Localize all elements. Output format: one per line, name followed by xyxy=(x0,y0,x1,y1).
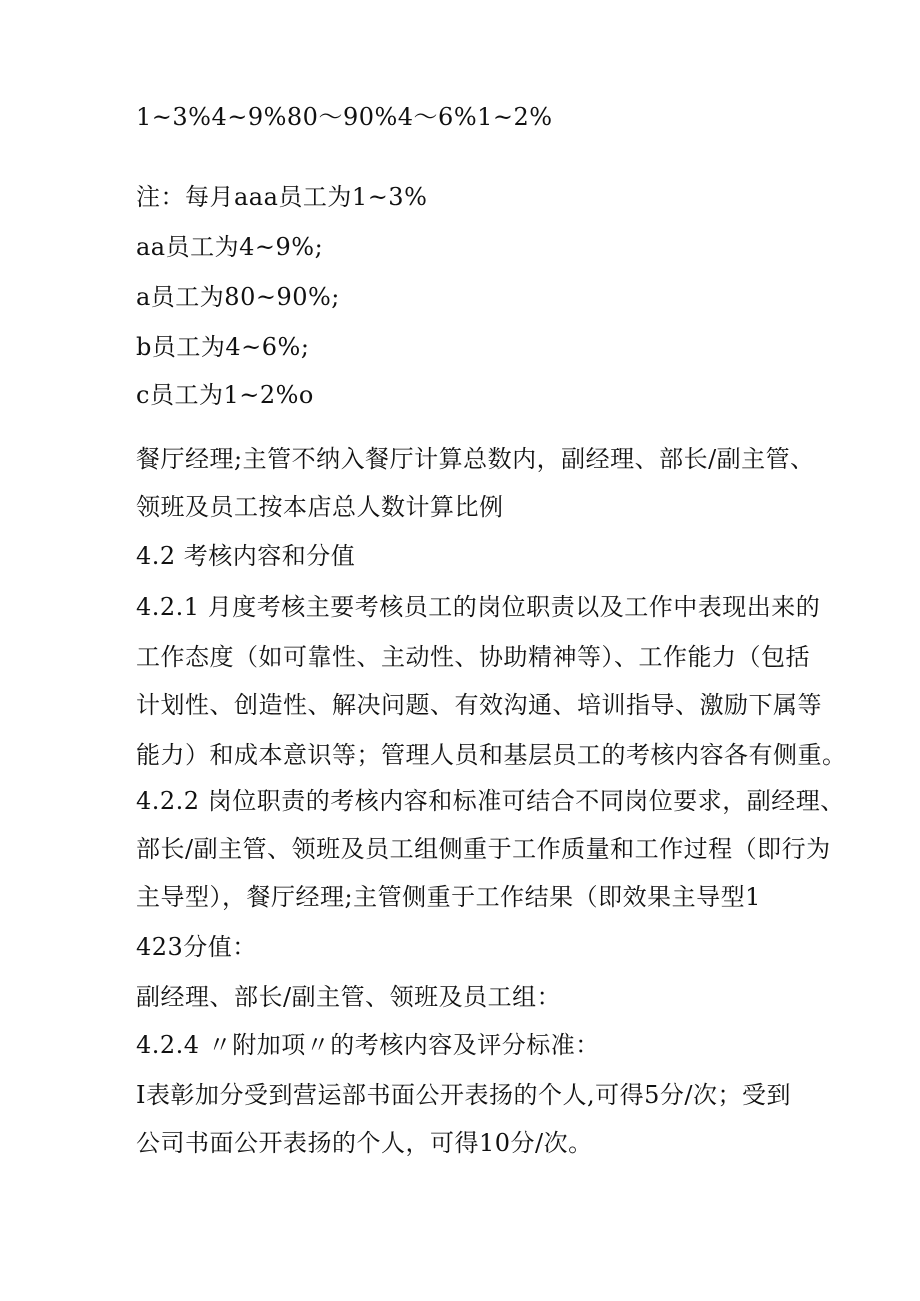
note-line-c: c员工为1~2%o xyxy=(136,381,314,409)
paragraph-line: 主导型），餐厅经理;主管侧重于工作结果（即效果主导型1 xyxy=(136,883,761,911)
section-heading-4-2: 4.2 考核内容和分值 xyxy=(136,542,356,570)
note-line-aaa: 注：每月aaa员工为1~3% xyxy=(136,183,428,211)
paragraph-line: 4.2.2 岗位职责的考核内容和标准可结合不同岗位要求，副经理、 xyxy=(136,787,845,815)
paragraph-line: 领班及员工按本店总人数计算比例 xyxy=(136,493,504,521)
paragraph-line: 计划性、创造性、解决问题、有效沟通、培训指导、激励下属等 xyxy=(136,691,822,719)
percentage-row: 1~3%4~9%80～90%4～6%1~2% xyxy=(136,103,553,131)
note-line-aa: aa员工为4~9%; xyxy=(136,233,324,261)
section-heading-4-2-4: 4.2.4 〃附加项〃的考核内容及评分标准： xyxy=(136,1031,600,1059)
paragraph-line: I表彰加分受到营运部书面公开表扬的个人,可得5分/次；受到 xyxy=(136,1081,791,1109)
paragraph-line: 能力）和成本意识等；管理人员和基层员工的考核内容各有侧重。 xyxy=(136,741,847,769)
paragraph-line: 部长/副主管、领班及员工组侧重于工作质量和工作过程（即行为 xyxy=(136,835,831,863)
paragraph-line: 工作态度（如可靠性、主动性、协助精神等）、工作能力（包括 xyxy=(136,643,810,671)
paragraph-line: 副经理、部长/副主管、领班及员工组： xyxy=(136,983,562,1011)
paragraph-line: 餐厅经理;主管不纳入餐厅计算总数内，副经理、部长/副主管、 xyxy=(136,445,815,473)
paragraph-line: 公司书面公开表扬的个人，可得10分/次。 xyxy=(136,1129,593,1157)
section-heading-4-2-3: 423分值： xyxy=(136,933,257,961)
paragraph-line: 4.2.1 月度考核主要考核员工的岗位职责以及工作中表现出来的 xyxy=(136,593,821,621)
note-line-a: a员工为80~90%; xyxy=(136,283,340,311)
note-line-b: b员工为4~6%; xyxy=(136,333,310,361)
